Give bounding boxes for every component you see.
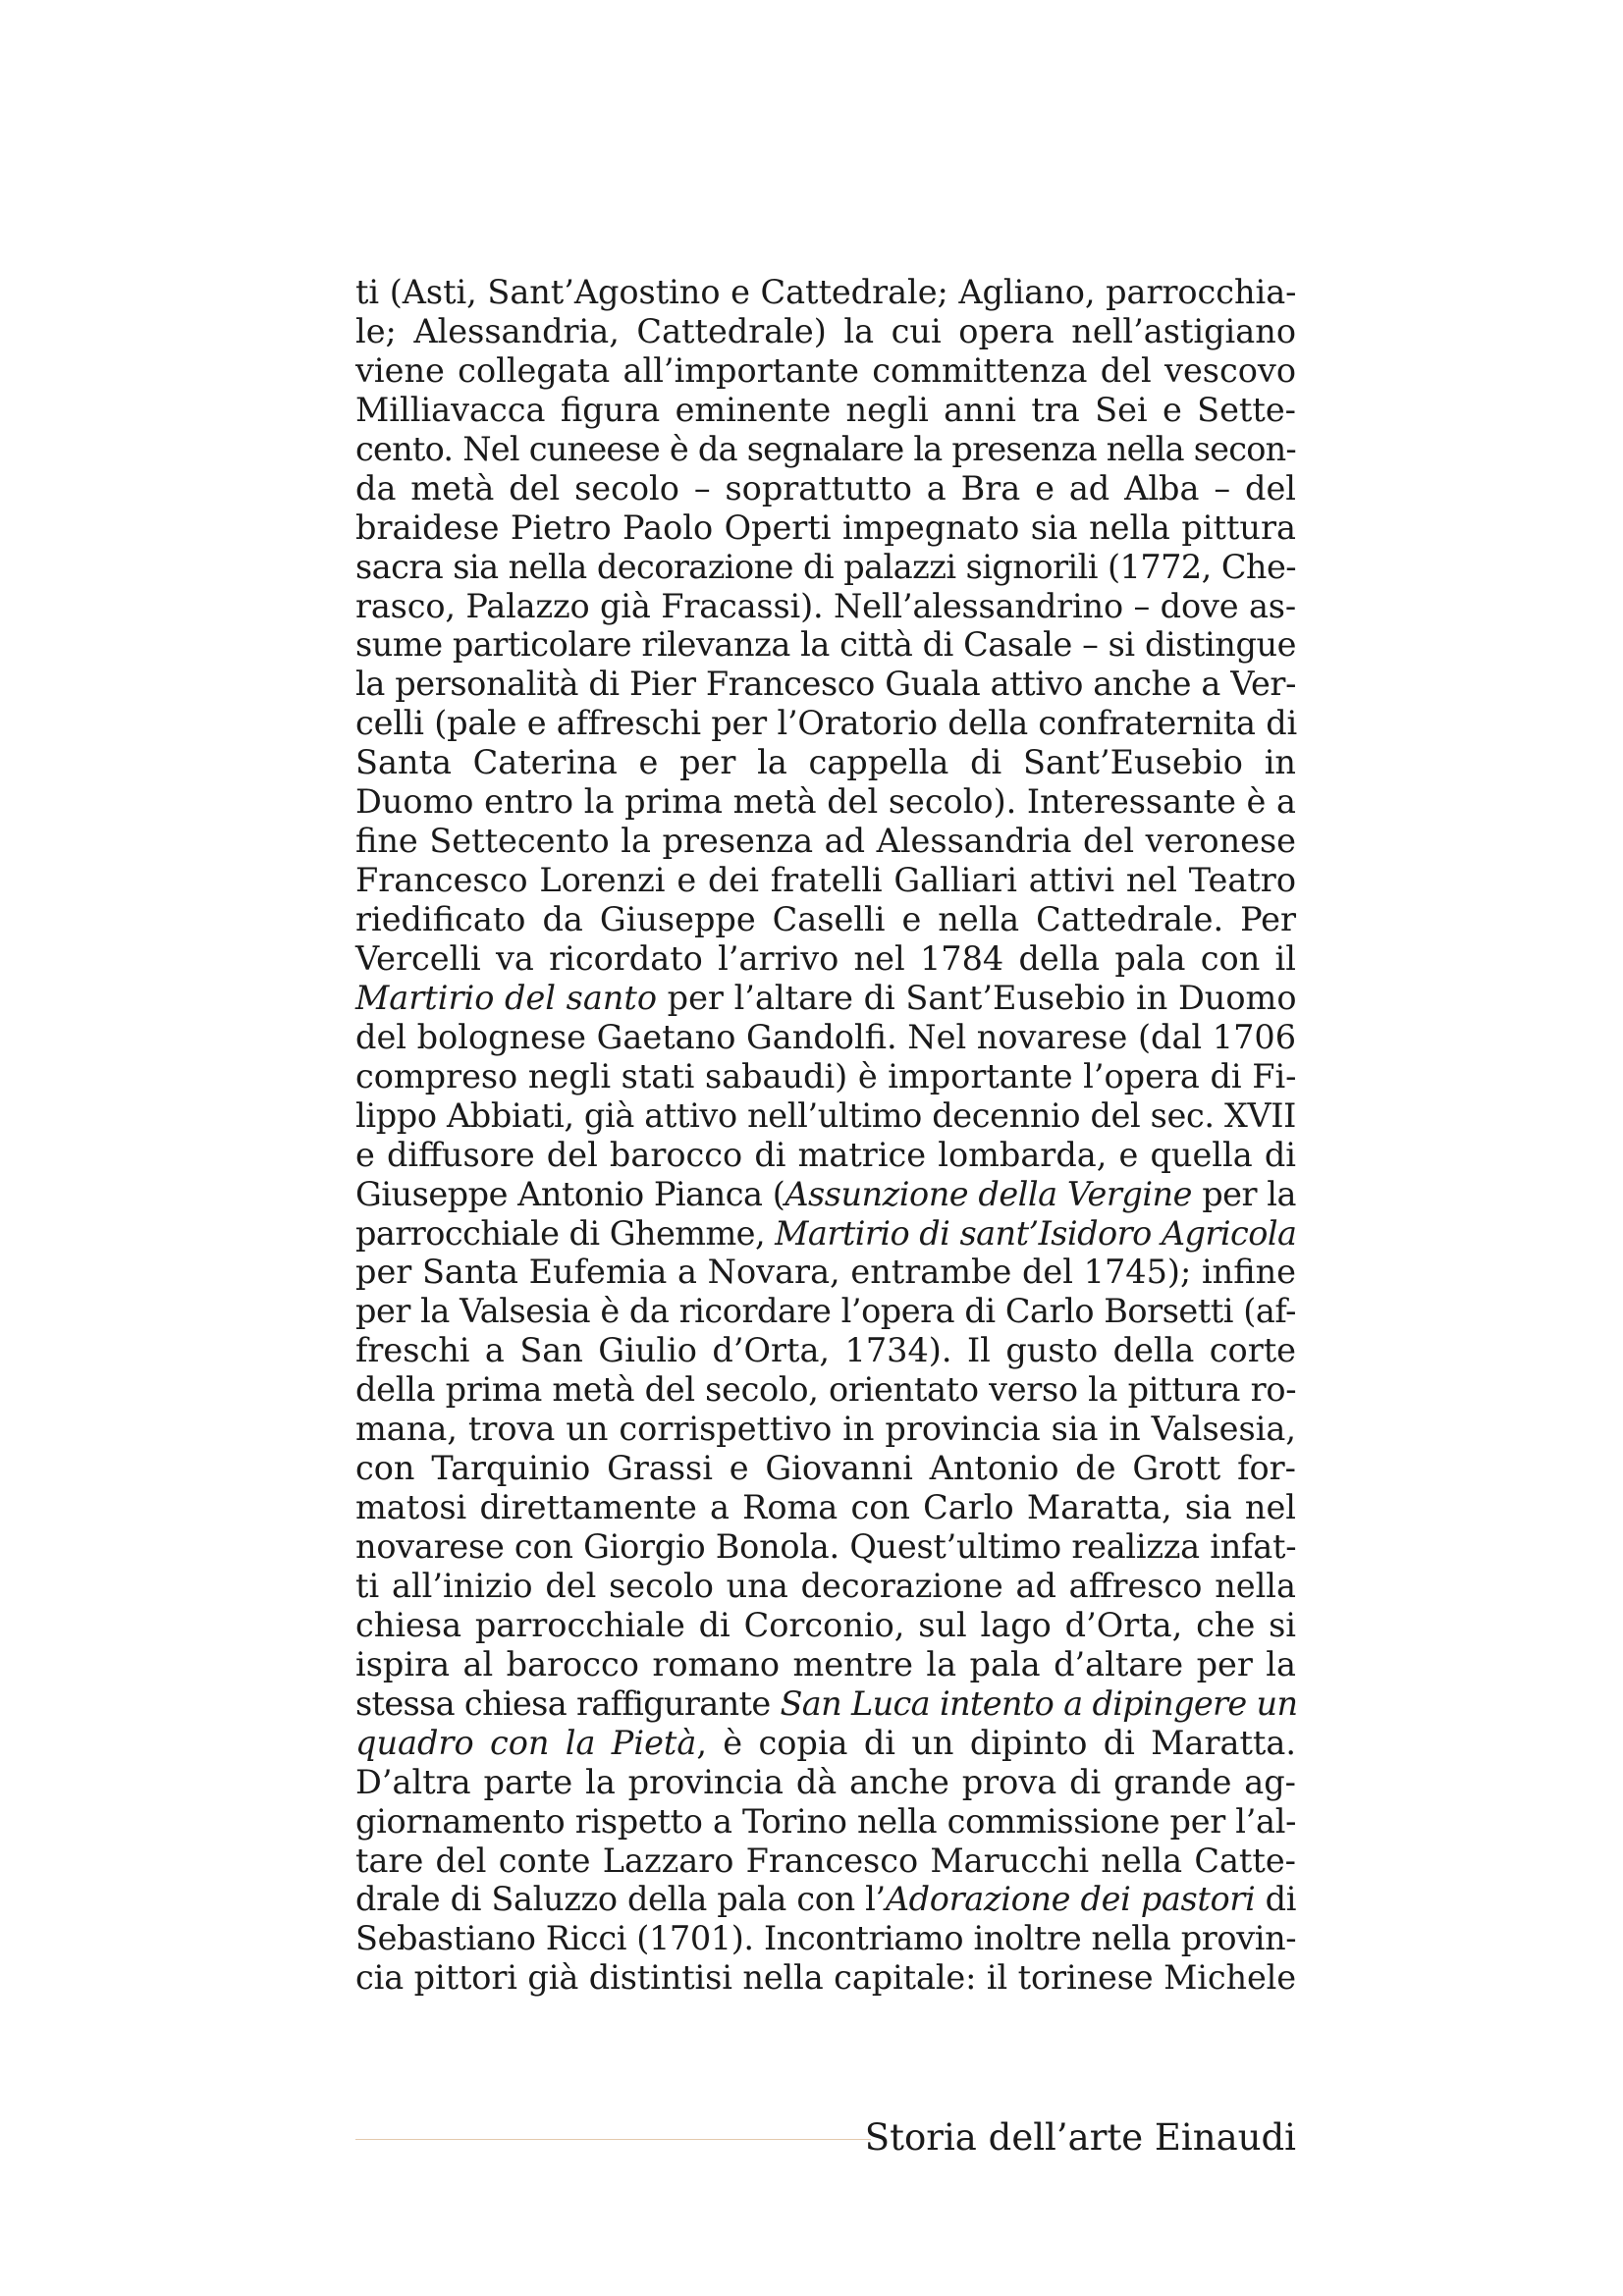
text-line xyxy=(355,351,1296,391)
text-line xyxy=(355,1606,1296,1645)
text-line xyxy=(355,508,1296,548)
text-line xyxy=(355,1724,1296,1763)
text-line xyxy=(355,469,1296,508)
text-line xyxy=(355,1567,1296,1606)
text-segment: ispira al barocco romano mentre la pala d’altare per la xyxy=(355,1644,1296,1683)
italic-title: quadro con la Pietà xyxy=(355,1723,697,1762)
text-line xyxy=(355,1331,1296,1370)
text-line xyxy=(355,430,1296,469)
text-segment: Francesco Lorenzi e dei fratelli Galliari attivi nel Teatro xyxy=(355,861,1296,900)
text-segment: viene collegata all’importante committenza del vescovo xyxy=(355,350,1296,390)
italic-title: Martirio di sant’Isidoro Agricola xyxy=(775,1213,1297,1253)
text-line xyxy=(355,782,1296,822)
text-line xyxy=(355,1018,1296,1057)
text-line xyxy=(355,822,1296,861)
text-line xyxy=(355,1488,1296,1527)
text-line xyxy=(355,939,1296,979)
text-segment: da metà del secolo – soprattutto a Bra e ad Alba – del xyxy=(355,468,1296,507)
text-segment: del bolognese Gaetano Gandolfi. Nel novarese (dal 1706 xyxy=(355,1017,1297,1056)
text-segment: la personalità di Pier Francesco Guala attivo anche a Ver- xyxy=(355,665,1297,704)
text-segment: novarese con Giorgio Bonola. Quest’ultimo realizza infat- xyxy=(355,1527,1297,1566)
text-line xyxy=(355,625,1296,665)
text-segment: Giuseppe Antonio Pianca ( xyxy=(355,1174,785,1213)
text-line xyxy=(355,312,1296,351)
text-line xyxy=(355,1292,1296,1331)
text-segment: Milliavacca figura eminente negli anni tra Sei e Sette- xyxy=(355,390,1296,429)
text-segment: parrocchiale di Ghemme, xyxy=(355,1213,776,1253)
text-segment: riedificato da Giuseppe Caselli e nella Cattedrale. Per xyxy=(355,900,1296,938)
text-segment: D’altra parte la provincia dà anche prova di grande ag- xyxy=(355,1762,1296,1801)
text-line xyxy=(355,1684,1296,1724)
footer-rule xyxy=(355,2139,871,2140)
text-segment: fine Settecento la presenza ad Alessandria del veronese xyxy=(355,822,1296,861)
text-segment: cento. Nel cuneese è da segnalare la presenza nella secon- xyxy=(355,429,1296,468)
text-line xyxy=(355,1214,1296,1254)
text-line xyxy=(355,704,1296,743)
text-line xyxy=(355,743,1296,782)
text-segment: ti (Asti, Sant’Agostino e Cattedrale; Agliano, parrocchia- xyxy=(355,273,1297,311)
text-line xyxy=(355,1763,1296,1802)
text-segment: le; Alessandria, Cattedrale) la cui opera nell’astigiano xyxy=(355,311,1296,350)
italic-title: San Luca intento a dipingere un xyxy=(780,1683,1298,1723)
text-line xyxy=(355,1175,1296,1214)
text-line xyxy=(355,587,1296,626)
text-line xyxy=(355,1057,1296,1096)
text-segment: di xyxy=(1255,1880,1297,1919)
text-line xyxy=(355,1449,1296,1488)
text-line xyxy=(355,1410,1296,1449)
text-segment: celli (pale e affreschi per l’Oratorio della confraternita di xyxy=(355,704,1297,743)
text-line xyxy=(355,1842,1296,1881)
text-segment: braidese Pietro Paolo Operti impegnato sia nella pittura xyxy=(355,507,1296,547)
text-segment: giornamento rispetto a Torino nella commissione per l’al- xyxy=(355,1801,1297,1841)
text-line xyxy=(355,1645,1296,1684)
text-line xyxy=(355,1253,1296,1292)
text-segment: freschi a San Giulio d’Orta, 1734). Il gusto della corte xyxy=(355,1331,1296,1370)
text-segment: Vercelli va ricordato l’arrivo nel 1784 della pala con il xyxy=(355,938,1296,978)
text-segment: per la xyxy=(1192,1174,1296,1213)
text-line xyxy=(355,1802,1296,1842)
text-line xyxy=(355,900,1296,939)
text-segment: drale di Saluzzo della pala con l’ xyxy=(355,1880,886,1919)
text-line xyxy=(355,1958,1296,1998)
text-segment: ti all’inizio del secolo una decorazione ad affresco nella xyxy=(355,1566,1296,1605)
text-segment: per Santa Eufemia a Novara, entrambe del 1745); infine xyxy=(355,1253,1296,1292)
text-line xyxy=(355,665,1296,704)
text-line xyxy=(355,979,1296,1018)
text-line xyxy=(355,548,1296,587)
text-segment: Duomo entro la prima metà del secolo). Interessante è a xyxy=(355,782,1296,822)
text-segment: mana, trova un corrispettivo in provincia sia in Valsesia, xyxy=(355,1410,1296,1449)
text-line xyxy=(355,1880,1296,1919)
text-segment: Sebastiano Ricci (1701). Incontriamo inoltre nella provin- xyxy=(355,1919,1297,1958)
text-segment: con Tarquinio Grassi e Giovanni Antonio de Grott for- xyxy=(355,1449,1296,1488)
text-segment: stessa chiesa raffigurante xyxy=(355,1683,781,1723)
text-segment: Santa Caterina e per la cappella di Sant’Eusebio in xyxy=(355,743,1296,782)
text-segment: per l’altare di Sant’Eusebio in Duomo xyxy=(657,978,1297,1017)
italic-title: Assunzione della Vergine xyxy=(784,1174,1192,1213)
text-segment: tare del conte Lazzaro Francesco Marucchi nella Catte- xyxy=(355,1841,1296,1880)
text-segment: e diffusore del barocco di matrice lombarda, e quella di xyxy=(355,1135,1296,1174)
text-line xyxy=(355,1096,1296,1136)
text-segment: sume particolare rilevanza la città di Casale – si distingue xyxy=(355,625,1296,665)
text-line xyxy=(355,1919,1296,1958)
body-text xyxy=(355,273,1296,1998)
text-segment: lippo Abbiati, già attivo nell’ultimo decennio del sec. XVII xyxy=(355,1095,1296,1135)
footer-title: Storia dell’arte Einaudi xyxy=(864,2116,1296,2159)
text-segment: sacra sia nella decorazione di palazzi signorili (1772, Che- xyxy=(355,547,1296,586)
text-segment: chiesa parrocchiale di Corconio, sul lago d’Orta, che si xyxy=(355,1605,1296,1644)
text-segment: compreso negli stati sabaudi) è importante l’opera di Fi- xyxy=(355,1056,1297,1095)
text-line xyxy=(355,1136,1296,1175)
italic-title: Adorazione dei pastori xyxy=(885,1880,1256,1919)
text-line xyxy=(355,861,1296,900)
text-line xyxy=(355,391,1296,430)
text-segment: , è copia di un dipinto di Maratta. xyxy=(696,1723,1296,1762)
italic-title: Martirio del santo xyxy=(355,978,658,1017)
text-segment: della prima metà del secolo, orientato verso la pittura ro- xyxy=(355,1370,1297,1410)
text-segment: matosi direttamente a Roma con Carlo Maratta, sia nel xyxy=(355,1488,1296,1527)
text-line xyxy=(355,1370,1296,1410)
page-footer xyxy=(355,2109,1296,2167)
text-line xyxy=(355,1527,1296,1567)
text-segment: per la Valsesia è da ricordare l’opera di Carlo Borsetti (af- xyxy=(355,1292,1296,1331)
text-segment: cia pittori già distintisi nella capitale: il torinese Michele xyxy=(355,1958,1296,1998)
text-line xyxy=(355,273,1296,312)
text-segment: rasco, Palazzo già Fracassi). Nell’alessandrino – dove as- xyxy=(355,586,1296,625)
